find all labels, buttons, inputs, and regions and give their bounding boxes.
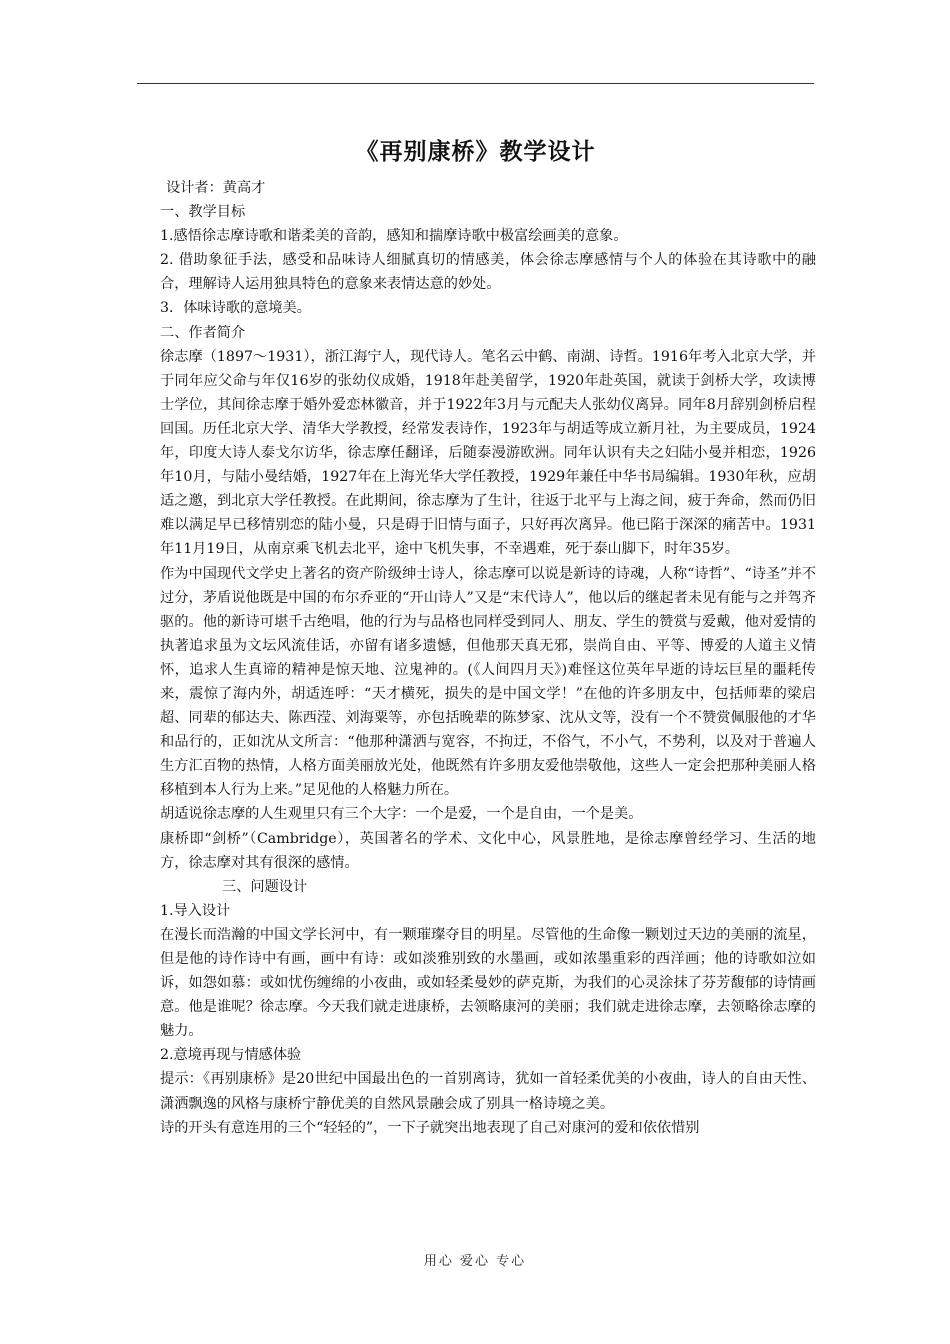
goal-item-2: 2. 借助象征手法，感受和品味诗人细腻真切的情感美，体会徐志摩感情与个人的体验在其诗歌中的融合，理解诗人运用独具特色的意象来表情达意的妙处。: [160, 252, 816, 293]
section-heading-author: 二、作者简介: [160, 324, 246, 341]
intro-paragraph: 在漫长而浩瀚的中国文学长河中，有一颗璀璨夺目的明星。尽管他的生命像一颗划过天边的美丽的流星，但是他的诗作诗中有画，画中有诗：或如淡雅别致的水墨画，或如浓墨重彩的西洋画；他的诗歌如泣如诉，如怨如慕：或如忧伤缠绵的小夜曲，或如轻柔曼妙的萨克斯，为我们的心灵涂抹了芬芳馥郁的诗情画意。他是谁呢？徐志摩。今天我们就走进康桥，去领略康河的美丽；我们就走进徐志摩，去领略徐志摩的魅力。: [160, 926, 816, 1040]
goal-item-3: 3．体味诗歌的意境美。: [160, 300, 311, 317]
goal-item-1: 1.感悟徐志摩诗歌和谐柔美的音韵，感知和揣摩诗歌中极富绘画美的意象。: [160, 228, 628, 245]
author-paragraph-2: 作为中国现代文学史上著名的资产阶级绅士诗人，徐志摩可以说是新诗的诗魂，人称“诗哲”、“诗圣”并不过分，茅盾说他既是中国的布尔乔亚的“开山诗人”又是“末代诗人”，他以后的继起者未见有能与之并驾齐驱的。他的新诗可堪千古绝唱，他的行为与品格也同样受到同人、朋友、学生的赞赏与爱戴，他对爱情的执著追求虽为文坛风流佳话，亦留有诸多遗憾，但他那天真无邪，崇尚自由、平等、博爱的人道主义情怀，追求人生真谛的精神是惊天地、泣鬼神的。(《人间四月天》)难怪这位英年早逝的诗坛巨星的噩耗传来，震惊了海内外，胡适连呼：“天才横死，损失的是中国文学！”在他的许多朋友中，包括师辈的梁启超、同辈的郁达夫、陈西滢、刘海粟等，亦包括晚辈的陈梦家、沈从文等，没有一个不赞赏佩服他的才华和品行的，正如沈从文所言：“他那种潇洒与宽容，不拘迂，不俗气，不小气，不势利，以及对于普遍人生方汇百物的热情，人格方面美丽放光处，他既然有许多朋友爱他崇敬他，这些人一定会把那种美丽人格移植到本人行为上来。”足见他的人格魅力所在。: [160, 565, 817, 799]
document-body: [160, 176, 816, 1140]
designer-line: 设计者：黄高才: [166, 180, 266, 196]
header-rule: [137, 83, 814, 84]
section-heading-questions: 三、问题设计: [222, 878, 308, 895]
section-heading-goals: 一、教学目标: [160, 204, 246, 221]
author-paragraph-1: 徐志摩（1897～1931），浙江海宁人，现代诗人。笔名云中鹤、南湖、诗哲。1916年考入北京大学，并于同年应父命与年仅16岁的张幼仪成婚，1918年赴美留学，1920年赴英国，就读于剑桥大学，攻读博士学位，其间徐志摩于婚外爱恋林徽音，并于1922年3月与元配夫人张幼仪离异。同年8月辞别剑桥启程回国。历任北京大学、清华大学教授，经常发表诗作，1923年与胡适等成立新月社，为主要成员，1924年，印度大诗人泰戈尔访华，徐志摩任翻译，后随泰漫游欧洲。同年认识有夫之妇陆小曼并相恋，1926年10月，与陆小曼结婚，1927年在上海光华大学任教授，1929年兼任中华书局编辑。1930年秋，应胡适之邀，到北京大学任教授。在此期间，徐志摩为了生计，往返于北平与上海之间，疲于奔命，然而仍旧难以满足早已移情别恋的陆小曼，只是碍于旧情与面子，只好再次离异。他已陷于深深的痛苦中。1931年11月19日，从南京乘飞机去北平，途中飞机失事，不幸遇难，死于泰山脚下，时年35岁。: [160, 348, 816, 558]
author-paragraph-3: 胡适说徐志摩的人生观里只有三个大字：一个是爱，一个是自由，一个是美。: [160, 806, 643, 823]
page-footer: 用心 爱心 专心: [423, 1254, 527, 1269]
mood-paragraph-2: 诗的开头有意连用的三个“轻轻的”，一下子就突出地表现了自己对康河的爱和依依惜别: [160, 1119, 700, 1136]
mood-paragraph-1: 提示：《再别康桥》是20世纪中国最出色的一首别离诗，犹如一首轻柔优美的小夜曲，诗人的自由天性、潇洒飘逸的风格与康桥宁静优美的自然风景融会成了别具一格诗境之美。: [160, 1071, 816, 1112]
subheading-mood: 2.意境再现与情感体验: [160, 1047, 302, 1064]
document-title: 《再别康桥》教学设计: [355, 139, 596, 165]
author-paragraph-4: 康桥即“剑桥”（Cambridge），英国著名的学术、文化中心，风景胜地，是徐志摩曾经学习、生活的地方，徐志摩对其有很深的感情。: [160, 830, 816, 871]
subheading-intro: 1.导入设计: [160, 902, 231, 919]
